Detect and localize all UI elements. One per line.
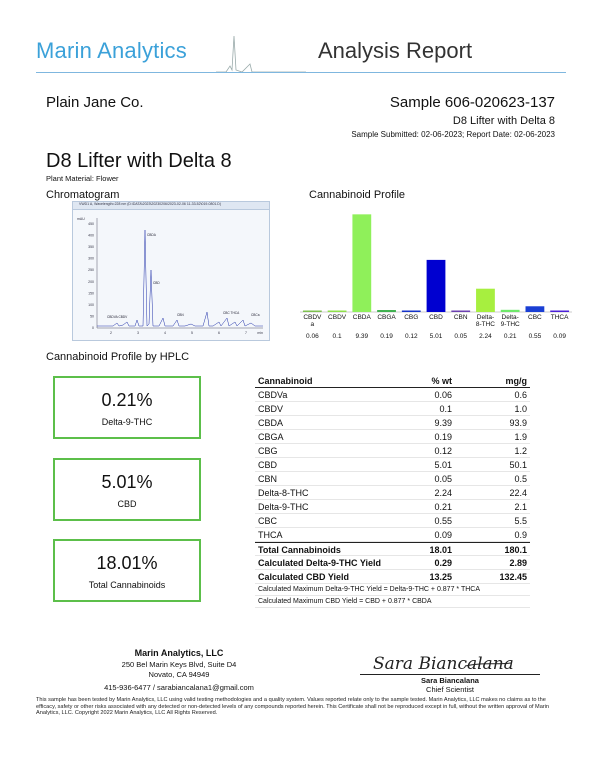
signature-image [365,649,515,675]
total-label: Total Cannabinoids [258,545,341,555]
peak-label: CBN [177,313,184,317]
total-mg-g: 180.1 [504,545,527,555]
value-label: 0.1 [332,333,342,340]
kpi-value: 18.01% [96,553,158,573]
pct-wt-value: 5.01 [434,460,452,470]
table-row [255,500,530,514]
report-title: Analysis Report [318,38,473,63]
total-label: Calculated CBD Yield [258,572,350,582]
category-label: Delta- 8-THC [475,314,495,328]
value-label: 2.24 [479,333,492,340]
profile-bar [402,311,421,313]
total-pct-wt: 13.25 [429,572,452,582]
signer-title: Chief Scientist [426,685,474,694]
category-label: CBDV [328,314,347,321]
client-name: Plain Jane Co. [46,94,144,111]
profile-bar [526,306,545,312]
category-label: CBG [404,314,419,321]
profile-chart-title: Cannabinoid Profile [309,189,406,201]
x-unit-label: min [257,331,263,335]
category-label: CBDA [352,314,371,321]
mg-g-value: 1.9 [514,432,527,442]
chromatogram-header-bar [73,202,269,210]
mg-g-value: 5.5 [514,516,527,526]
profile-bar [550,311,569,313]
y-unit-label: mAU [77,217,85,221]
y-tick-label: 150 [88,291,94,296]
y-tick-label: 450 [88,222,94,226]
mg-g-value: 2.1 [514,502,527,512]
peak-label: CBCa [251,313,260,317]
hplc-results-table [255,374,530,608]
peak-label: CBDVA CBDV [107,315,128,319]
kpi-value: 5.01% [101,472,153,492]
peak-label: CBDA [147,233,156,237]
mg-g-value: 0.9 [514,530,527,540]
lab-name: Marin Analytics, LLC [134,648,224,658]
value-label: 0.05 [454,333,468,340]
cannabinoid-name: CBDV [258,404,284,414]
kpi-value: 0.21% [101,390,153,410]
table-row [255,472,530,486]
cannabinoid-name: CBDA [258,418,284,428]
category-label: Delta- 9-THC [500,314,520,328]
brand-name: Marin Analytics [36,38,187,63]
col-header-mg-g: mg/g [505,376,527,386]
table-row [255,416,530,430]
cannabinoid-profile-chart [300,200,572,314]
table-body [255,388,530,542]
pct-wt-value: 0.05 [434,474,452,484]
mg-g-value: 22.4 [509,488,527,498]
profile-bar [427,260,446,312]
x-tick-label: 7 [245,331,247,335]
pct-wt-value: 0.55 [434,516,452,526]
total-mg-g: 2.89 [509,558,527,568]
table-row [255,388,530,402]
kpi-total-cannabinoids [53,539,201,602]
category-label: CBD [429,314,443,321]
mg-g-value: 0.5 [514,474,527,484]
cannabinoid-name: CBN [258,474,278,484]
profile-bar [352,214,371,312]
category-label: CBC [528,314,542,321]
profile-bar [328,311,347,313]
y-tick-label: 100 [88,302,94,307]
product-title: D8 Lifter with Delta 8 [46,150,232,172]
chromatogram-header-text: VWD1 A, Wavelength=228 nm (D:\DATA\2023\20230206\2023-02-06 11-33-52\019-0801.D) [79,202,221,206]
table-row [255,458,530,472]
pct-wt-value: 0.19 [434,432,452,442]
chromatogram-title: Chromatogram [46,189,120,201]
pct-wt-value: 0.09 [434,530,452,540]
table-row [255,528,530,542]
y-tick-label: 200 [88,279,94,284]
kpi-delta9-thc [53,376,201,439]
pct-wt-value: 0.12 [434,446,452,456]
profile-bar [501,310,520,312]
lab-contact: 415-936-6477 / sarabiancalana1@gmail.com [104,683,254,692]
value-label: 9.39 [355,333,369,340]
signer-name: Sara Biancalana [421,676,479,685]
peak-label: CBD [153,281,160,285]
y-tick-label: 50 [90,314,94,319]
lab-address-line1: 250 Bel Marin Keys Blvd, Suite D4 [121,660,237,669]
category-label: CBDV a [303,314,322,328]
category-label: THCA [550,314,569,321]
value-label: 0.55 [528,333,542,340]
report-header [0,0,600,80]
table-row [255,444,530,458]
value-label: 0.09 [553,333,566,340]
pct-wt-value: 2.24 [434,488,452,498]
value-label: 0.06 [306,333,319,340]
sample-name: D8 Lifter with Delta 8 [452,115,555,127]
total-mg-g: 132.45 [499,572,527,582]
pct-wt-value: 9.39 [434,418,452,428]
profile-bar [451,311,470,313]
signature-line [360,674,540,675]
table-row [255,402,530,416]
signature-text: Sara Biancalana [373,654,514,674]
x-tick-label: 6 [218,331,220,335]
table-total-row [255,542,530,556]
category-label: CBN [453,314,468,321]
kpi-label: Total Cannabinoids [88,580,166,590]
total-label: Calculated Delta-9-THC Yield [258,558,382,568]
peak-label: CBC THCA [223,311,240,315]
total-pct-wt: 0.29 [434,558,452,568]
col-header-pct-wt: % wt [431,376,452,386]
pct-wt-value: 0.21 [434,502,452,512]
hplc-section-title: Cannabinoid Profile by HPLC [46,351,190,363]
x-tick-label: 5 [191,331,193,335]
y-tick-label: 250 [88,268,94,273]
cannabinoid-name: CBDVa [258,390,288,400]
mg-g-value: 93.9 [509,418,527,428]
cannabinoid-name: CBG [258,446,278,456]
mg-g-value: 50.1 [509,460,527,470]
cannabinoid-name: Delta-9-THC [258,502,309,512]
col-header-cannabinoid: Cannabinoid [258,376,313,386]
y-tick-label: 300 [88,256,94,261]
y-tick-label: 350 [88,245,94,250]
profile-bar [377,310,396,312]
x-tick-label: 2 [110,331,112,335]
value-label: 5.01 [429,333,443,340]
table-row [255,430,530,444]
cannabinoid-name: CBGA [258,432,284,442]
table-total-row [255,556,530,570]
chromatogram-plot [73,210,271,342]
table-total-row [255,570,530,584]
cannabinoid-name: Delta-8-THC [258,488,309,498]
table-note: Calculated Maximum CBD Yield = CBD + 0.877 * CBDA [255,596,530,608]
y-tick-label: 0 [92,326,94,330]
x-tick-label: 4 [164,331,166,335]
cannabinoid-name: CBC [258,516,278,526]
sample-dates: Sample Submitted: 02-06-2023; Report Date: 02-06-2023 [351,130,555,139]
header-divider [36,72,566,73]
profile-bar [476,289,495,312]
category-label: CBGA [377,314,396,321]
kpi-label: Delta-9-THC [101,417,153,427]
value-label: 0.12 [404,333,418,340]
mg-g-value: 1.2 [514,446,527,456]
profile-bar [303,311,322,313]
lab-address-line2: Novato, CA 94949 [148,670,210,679]
table-note: Calculated Maximum Delta-9-THC Yield = Delta-9-THC + 0.877 * THCA [255,584,530,596]
kpi-cbd [53,458,201,521]
plant-material: Plant Material: Flower [46,174,119,183]
table-totals [255,542,530,584]
cannabinoid-name: THCA [258,530,283,540]
sample-id: Sample 606-020623-137 [389,94,555,111]
disclaimer-text: This sample has been tested by Marin Analytics, LLC using valid testing methodologies and a quality system. Values reported relate only to the sample tested. Marin Analytics, LLC makes no claims as to the efficacy, safety or other risks associated with any detected or non-detected levels of any compounds reported herein. This Certificate shall not be reproduced except in full, without the written approval of Marin Analytics, LLC. Copyright 2022 Marin Analytics, LLC All Rights Reserved. [36,697,550,717]
table-row [255,514,530,528]
y-tick-label: 400 [88,233,94,238]
pct-wt-value: 0.1 [439,404,452,414]
value-label: 0.21 [503,333,517,340]
total-pct-wt: 18.01 [429,545,452,555]
kpi-label: CBD [117,499,137,509]
mg-g-value: 1.0 [514,404,527,414]
brand-peak-icon [216,26,306,74]
value-label: 0.19 [380,333,393,340]
cannabinoid-name: CBD [258,460,278,470]
x-tick-label: 3 [137,331,139,335]
chromatogram-image [72,201,270,341]
table-row [255,486,530,500]
mg-g-value: 0.6 [514,390,527,400]
table-header-row [255,374,530,388]
pct-wt-value: 0.06 [434,390,452,400]
